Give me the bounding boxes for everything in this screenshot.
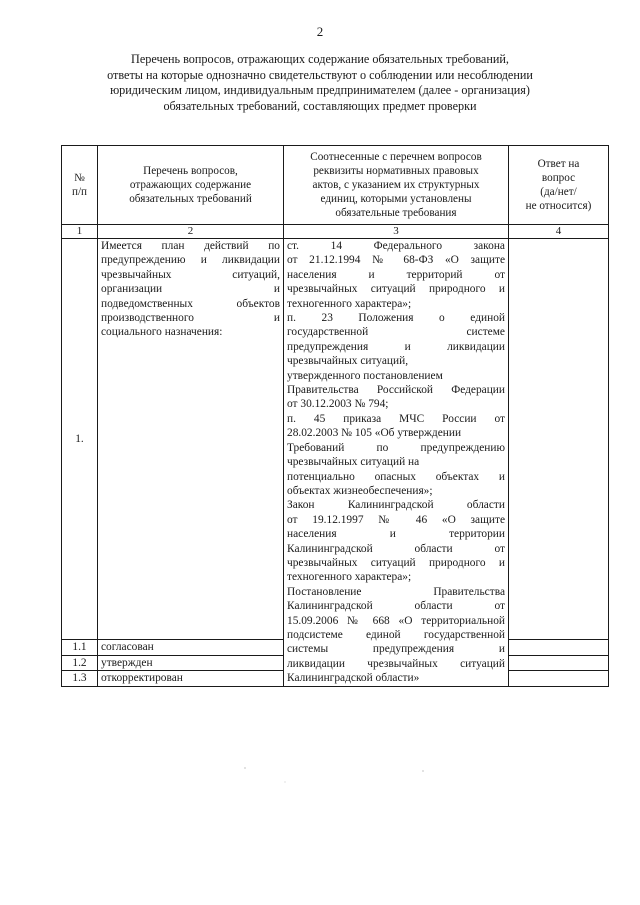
reference-line: Калининградской области» bbox=[287, 672, 420, 685]
header-line: Соотнесенные с перечнем вопросов bbox=[310, 151, 482, 163]
reference-line: потенциально опасных объектах и bbox=[287, 470, 505, 483]
question-line: Имеется план действий по bbox=[101, 240, 280, 252]
reference-line: от 30.12.2003 № 794; bbox=[287, 398, 389, 411]
reference-line: чрезвычайных ситуаций, bbox=[287, 355, 409, 368]
column-number: 4 bbox=[509, 225, 609, 239]
reference-line: 28.02.2003 № 105 «Об утверждении bbox=[287, 427, 462, 440]
reference-line: Правительства Российской Федерации bbox=[287, 384, 505, 397]
reference-line: объектах жизнеобеспечения»; bbox=[287, 484, 433, 497]
header-line: не относится) bbox=[525, 200, 592, 212]
question-cell bbox=[98, 239, 284, 640]
reference-line: Постановление Правительства bbox=[287, 585, 505, 598]
table-header-row bbox=[62, 146, 609, 225]
row-number: 1.3 bbox=[62, 671, 98, 686]
requirements-table bbox=[61, 145, 609, 687]
question-line: организации и bbox=[101, 283, 280, 296]
header-line: Ответ на bbox=[537, 158, 580, 170]
question-line: производственного и bbox=[101, 312, 280, 325]
question-line: социального назначения: bbox=[101, 326, 223, 339]
scan-dust bbox=[422, 770, 423, 771]
answer-cell[interactable] bbox=[509, 239, 609, 640]
column-number: 3 bbox=[284, 225, 509, 239]
header-line: № bbox=[74, 172, 85, 184]
header-line: Перечень вопросов, bbox=[143, 165, 238, 177]
reference-line: подсистеме единой государственной bbox=[287, 628, 505, 641]
answer-cell[interactable] bbox=[509, 671, 609, 686]
reference-line: Требований по предупреждению bbox=[287, 441, 505, 454]
question-cell: утвержден bbox=[98, 655, 284, 670]
reference-line: Калининградской области от bbox=[287, 542, 505, 555]
reference-line: от 19.12.1997 № 46 «О защите bbox=[287, 513, 505, 526]
reference-line: 15.09.2006 № 668 «О территориальной bbox=[287, 614, 505, 627]
reference-line: ликвидации чрезвычайных ситуаций bbox=[287, 657, 505, 670]
reference-line: Калининградской области от bbox=[287, 600, 505, 613]
heading-line: ответы на которые однозначно свидетельствуют о соблюдении или несоблюдении bbox=[107, 67, 533, 82]
reference-line: чрезвычайных ситуаций природного и bbox=[287, 283, 505, 296]
reference-line: населения и территории bbox=[287, 528, 505, 541]
reference-line: ст. 14 Федерального закона bbox=[287, 240, 505, 252]
table-row bbox=[62, 239, 609, 640]
heading-line: обязательных требований, составляющих предмет проверки bbox=[163, 98, 477, 113]
heading-line: Перечень вопросов, отражающих содержание обязательных требований, bbox=[131, 52, 509, 66]
column-number-row bbox=[62, 225, 609, 239]
reference-line: техногенного характера»; bbox=[287, 297, 412, 310]
reference-line: утвержденного постановлением bbox=[287, 369, 443, 382]
reference-line: государственной системе bbox=[287, 326, 505, 339]
question-line: предупреждению и ликвидации bbox=[101, 254, 280, 267]
document-heading bbox=[60, 52, 580, 114]
row-number: 1.1 bbox=[62, 640, 98, 655]
header-line: обязательных требований bbox=[129, 193, 252, 205]
reference-line: системы предупреждения и bbox=[287, 643, 505, 656]
reference-line: предупреждения и ликвидации bbox=[287, 340, 505, 353]
header-line: отражающих содержание bbox=[129, 179, 252, 191]
column-number: 2 bbox=[98, 225, 284, 239]
row-number: 1. bbox=[62, 239, 98, 640]
header-questions bbox=[98, 146, 284, 225]
question-line: подведомственных объектов bbox=[101, 297, 280, 310]
reference-line: п. 23 Положения о единой bbox=[287, 312, 505, 325]
answer-cell[interactable] bbox=[509, 640, 609, 655]
reference-line: п. 45 приказа МЧС России от bbox=[287, 412, 505, 425]
reference-line: чрезвычайных ситуаций природного и bbox=[287, 556, 505, 569]
row-number: 1.2 bbox=[62, 655, 98, 670]
scan-dust bbox=[244, 767, 245, 768]
page-number: 2 bbox=[316, 24, 324, 39]
references-cell bbox=[284, 239, 509, 687]
reference-line: от 21.12.1994 № 68-ФЗ «О защите bbox=[287, 254, 505, 267]
header-line: п/п bbox=[71, 186, 88, 198]
reference-line: техногенного характера»; bbox=[287, 571, 412, 584]
header-line: реквизиты нормативных правовых bbox=[313, 165, 479, 177]
scan-dust bbox=[285, 782, 286, 783]
header-line: вопрос bbox=[541, 172, 576, 184]
question-line: чрезвычайных ситуаций, bbox=[101, 268, 280, 281]
reference-line: Закон Калининградской области bbox=[287, 499, 505, 512]
question-cell: откорректирован bbox=[98, 671, 284, 686]
reference-line: населения и территорий от bbox=[287, 268, 505, 281]
header-line: актов, с указанием их структурных bbox=[312, 179, 480, 191]
answer-cell[interactable] bbox=[509, 655, 609, 670]
header-answer bbox=[509, 146, 609, 225]
question-cell: согласован bbox=[98, 640, 284, 655]
header-line: единиц, которыми установлены bbox=[320, 193, 472, 205]
reference-line: чрезвычайных ситуаций на bbox=[287, 456, 420, 469]
header-references bbox=[284, 146, 509, 225]
header-line: обязательные требования bbox=[335, 207, 457, 219]
header-line: (да/нет/ bbox=[540, 186, 577, 198]
header-num bbox=[62, 146, 98, 225]
heading-line: юридическим лицом, индивидуальным предпринимателем (далее - организация) bbox=[110, 83, 530, 97]
column-number: 1 bbox=[62, 225, 98, 239]
